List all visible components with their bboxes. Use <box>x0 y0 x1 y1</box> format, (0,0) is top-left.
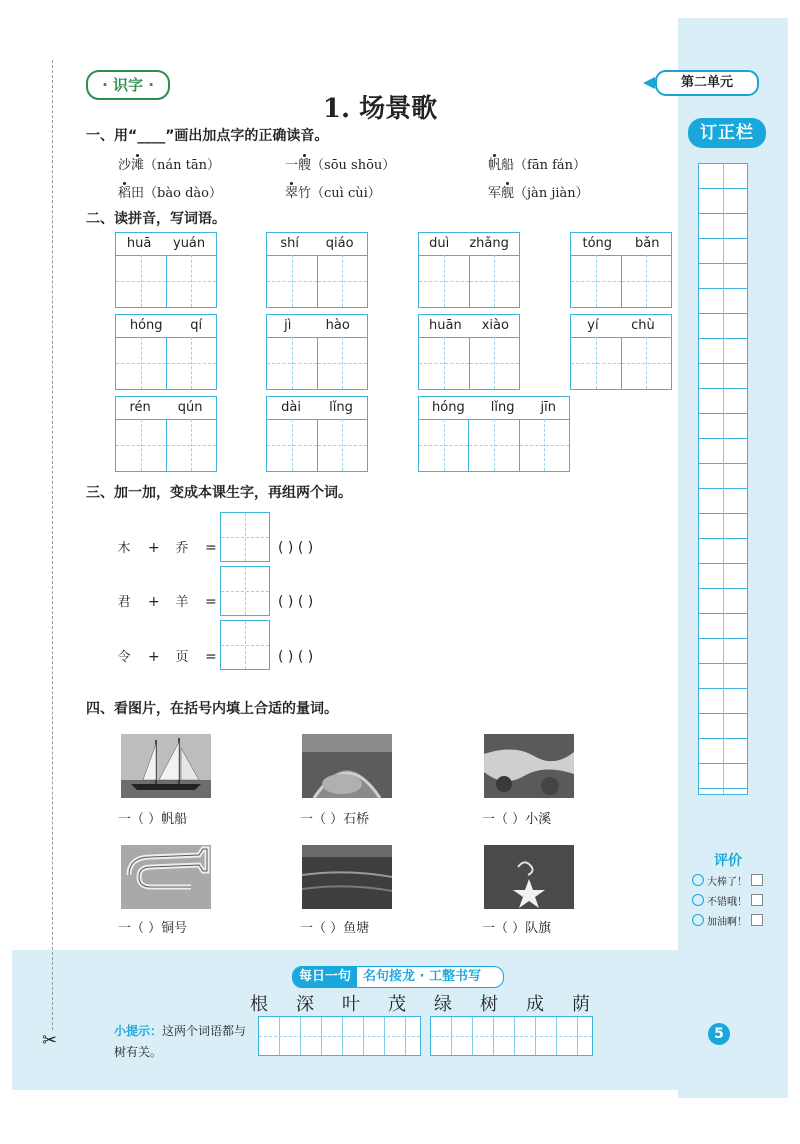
stream-photo <box>484 734 574 798</box>
answer-char-box[interactable] <box>220 620 270 670</box>
equals-sign: = <box>205 540 217 556</box>
pinyin-box[interactable]: tóng bǎn <box>570 232 672 308</box>
char-leaf: 页 <box>170 646 194 670</box>
char-leaf: 乔 <box>170 537 194 561</box>
bugle-photo <box>121 845 211 909</box>
reading-item[interactable]: 翠竹（cuì cùi） <box>285 186 381 201</box>
pinyin-box[interactable]: jì hào <box>266 314 368 390</box>
plus-sign: + <box>148 594 160 610</box>
pinyin-box[interactable]: yí chù <box>570 314 672 390</box>
stone-bridge-photo <box>302 734 392 798</box>
pinyin-box[interactable]: huā yuán <box>115 232 217 308</box>
smile-icon <box>692 894 704 906</box>
evaluation-item: 不错哦！ <box>692 890 764 910</box>
pinyin-box[interactable]: huān xiào <box>418 314 520 390</box>
char-leaf: 令 <box>112 646 136 670</box>
reading-item[interactable]: 沙滩（nán tān） <box>118 158 221 173</box>
reading-item[interactable]: 军舰（jàn jiàn） <box>488 186 589 201</box>
evaluation-item: 大棒了！ <box>692 870 764 890</box>
section2-title: 二、读拼音，写词语。 <box>86 211 226 227</box>
scissors-icon: ✂ <box>42 1030 58 1051</box>
word-blanks[interactable]: ( ) ( ) <box>278 540 314 556</box>
char-leaf: 君 <box>112 591 136 615</box>
measure-word-blank[interactable]: 一（ ）小溪 <box>482 812 552 827</box>
evaluation-checkbox[interactable] <box>751 874 763 886</box>
plus-sign: + <box>148 649 160 665</box>
cut-line <box>52 60 53 1030</box>
reading-item[interactable]: 一艘（sōu shōu） <box>285 158 396 173</box>
correction-title: 订正栏 <box>688 118 766 148</box>
pinyin-box[interactable]: hóng qí <box>115 314 217 390</box>
equals-sign: = <box>205 649 217 665</box>
answer-char-box[interactable] <box>220 566 270 616</box>
reading-item[interactable]: 稻田（bào dào） <box>118 186 222 201</box>
sailboat-photo <box>121 734 211 798</box>
hint-text: 这两个词语都与树有关。 <box>114 1024 247 1059</box>
char-leaf: 木 <box>112 537 136 561</box>
char-leaf: 羊 <box>170 591 194 615</box>
writing-grid[interactable] <box>430 1016 593 1056</box>
pinyin-box[interactable]: dài lǐng <box>266 396 368 472</box>
hint-label: 小提示： <box>114 1024 163 1038</box>
pinyin-box[interactable]: hóng lǐng jīn <box>418 396 570 472</box>
evaluation-panel <box>692 850 764 940</box>
daily-subtitle: 名句接龙 · 工整书写 <box>363 969 482 984</box>
measure-word-blank[interactable]: 一（ ）鱼塘 <box>300 921 370 936</box>
section4-title: 四、看图片，在括号内填上合适的量词。 <box>86 701 338 717</box>
measure-word-blank[interactable]: 一（ ）铜号 <box>118 921 188 936</box>
writing-grid[interactable] <box>258 1016 421 1056</box>
team-flag-photo <box>484 845 574 909</box>
smile-icon <box>692 914 704 926</box>
evaluation-checkbox[interactable] <box>751 894 763 906</box>
evaluation-title: 评价 <box>714 853 742 869</box>
pinyin-box[interactable]: rén qún <box>115 396 217 472</box>
equals-sign: = <box>205 594 217 610</box>
daily-sentence-header <box>292 966 504 988</box>
evaluation-item: 加油啊！ <box>692 910 764 930</box>
correction-grid[interactable] <box>698 163 748 795</box>
fish-pond-photo <box>302 845 392 909</box>
hint <box>114 1021 254 1063</box>
smile-icon <box>692 874 704 886</box>
daily-tag: 每日一句 <box>293 967 357 987</box>
measure-word-blank[interactable]: 一（ ）石桥 <box>300 812 370 827</box>
section3-title: 三、加一加，变成本课生字，再组两个词。 <box>86 485 352 501</box>
section1-title: 一、用“____”画出加点字的正确读音。 <box>86 128 329 144</box>
evaluation-checkbox[interactable] <box>751 914 763 926</box>
answer-char-box[interactable] <box>220 512 270 562</box>
pinyin-box[interactable]: duì zhǎng <box>418 232 520 308</box>
word-blanks[interactable]: ( ) ( ) <box>278 649 314 665</box>
plus-sign: + <box>148 540 160 556</box>
page-number: 5 <box>708 1023 730 1045</box>
pinyin-box[interactable]: shí qiáo <box>266 232 368 308</box>
reading-item[interactable]: 帆船（fān fán） <box>488 158 587 173</box>
unit-tab: 第二单元 <box>655 70 759 96</box>
measure-word-blank[interactable]: 一（ ）队旗 <box>482 921 552 936</box>
idiom-chars: 根 深 叶 茂 绿 树 成 荫 <box>250 994 590 1015</box>
word-blanks[interactable]: ( ) ( ) <box>278 594 314 610</box>
page-title: 1. 场景歌 <box>322 94 438 124</box>
lesson-type-badge: · 识字 · <box>86 70 170 100</box>
measure-word-blank[interactable]: 一（ ）帆船 <box>118 812 188 827</box>
